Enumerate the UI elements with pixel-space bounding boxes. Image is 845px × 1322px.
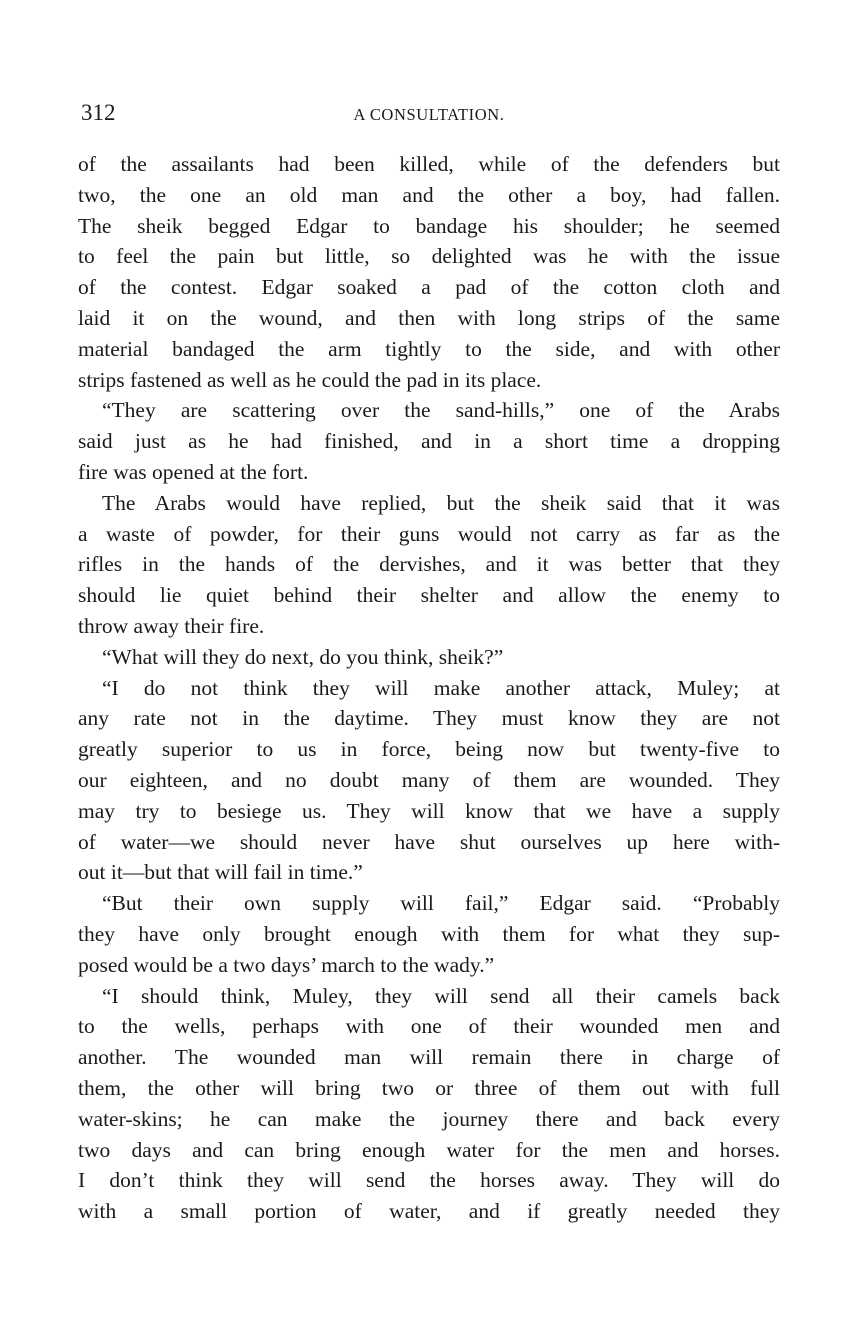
text-line: strips fastened as well as he could the pad in its place. [78,367,542,392]
text-line: of the contest. Edgar soaked a pad of the cotton cloth and [78,275,780,300]
text-line: “What will they do next, do you think, sheik?” [102,644,504,669]
text-line: “But their own supply will fail,” Edgar said. “Probably [102,891,780,916]
text-line: may try to besiege us. They will know that we have a supply [78,798,780,823]
text-line: should lie quiet behind their shelter and allow the enemy to [78,583,780,608]
text-line: fire was opened at the fort. [78,459,309,484]
text-line: “They are scattering over the sand-hills,” one of the Arabs [102,398,780,423]
text-line: posed would be a two days’ march to the wady.” [78,952,495,977]
text-line: The Arabs would have replied, but the sheik said that it was [102,490,780,515]
text-line: throw away their fire. [78,613,265,638]
text-line: greatly superior to us in force, being now but twenty-five to [78,737,780,762]
text-line: with a small portion of water, and if greatly needed they [78,1199,780,1224]
text-line: out it—but that will fail in time.” [78,860,363,885]
text-line: The sheik begged Edgar to bandage his shoulder; he seemed [78,213,780,238]
text-line: I don’t think they will send the horses away. They will do [78,1168,780,1193]
text-line: water-skins; he can make the journey there and back every [78,1106,780,1131]
text-line: laid it on the wound, and then with long strips of the same [78,305,780,330]
text-line: “I should think, Muley, they will send all their camels back [102,983,780,1008]
text-line: two, the one an old man and the other a boy, had fallen. [78,182,780,207]
text-line: “I do not think they will make another attack, Muley; at [102,675,780,700]
text-line: a waste of powder, for their guns would not carry as far as the [78,521,780,546]
running-head: A CONSULTATION. [353,105,505,124]
text-line: our eighteen, and no doubt many of them are wounded. They [78,767,780,792]
text-line: any rate not in the daytime. They must know they are not [78,706,780,731]
body-text [78,149,780,1227]
text-line: to the wells, perhaps with one of their wounded men and [78,1014,780,1039]
text-line: said just as he had finished, and in a short time a dropping [78,429,780,454]
text-line: them, the other will bring two or three of them out with full [78,1075,780,1100]
text-line: they have only brought enough with them for what they sup- [78,921,780,946]
text-line: another. The wounded man will remain there in charge of [78,1045,780,1070]
page-number: 312 [81,100,116,125]
text-line: of the assailants had been killed, while of the defenders but [78,152,780,176]
page-header [78,98,780,132]
text-line: two days and can bring enough water for the men and horses. [78,1137,780,1162]
text-line: to feel the pain but little, so delighted was he with the issue [78,244,780,269]
text-line: of water—we should never have shut ourselves up here with- [78,829,780,854]
text-line: rifles in the hands of the dervishes, and it was better that they [78,552,780,577]
text-line: material bandaged the arm tightly to the side, and with other [78,336,780,361]
